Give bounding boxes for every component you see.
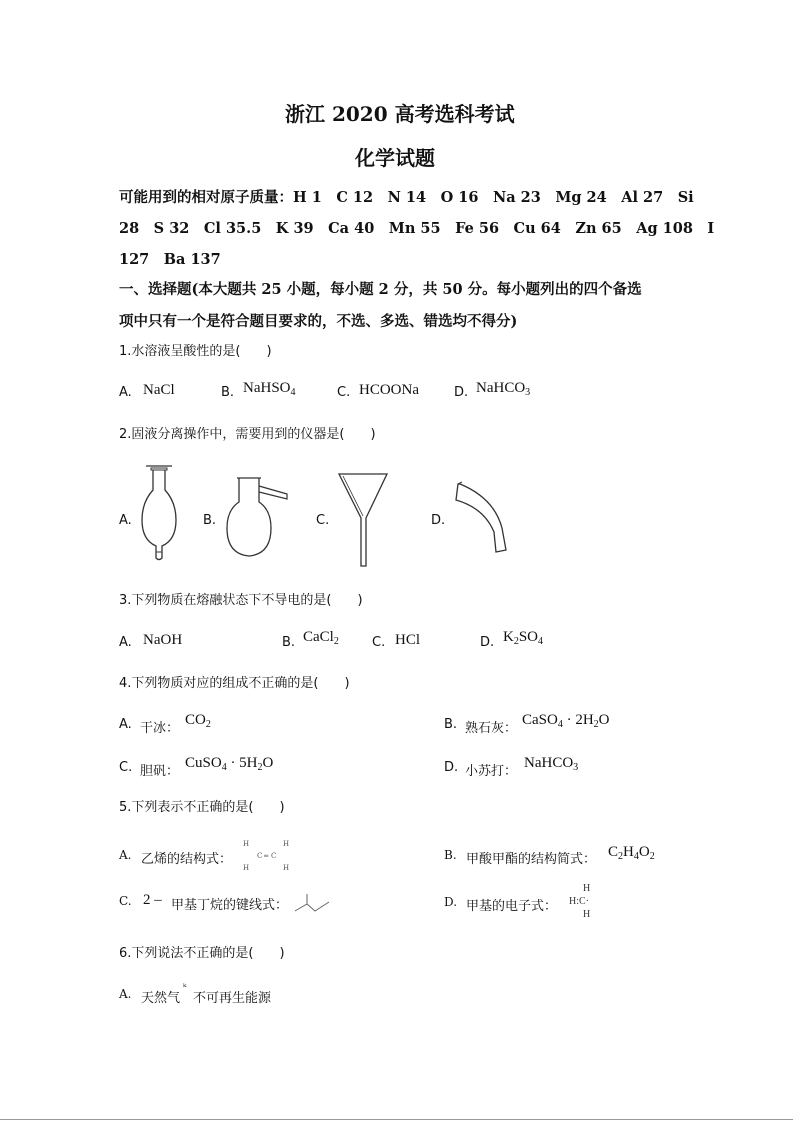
q4-option-b-formula: CaSO$_4$ · $2H_2O$ xyxy=(522,712,610,730)
q5-option-d xyxy=(444,883,744,923)
q4-option-a-label: A. xyxy=(119,717,132,732)
ethylene-h-top-left: H xyxy=(243,840,250,848)
ethylene-h-bottom-left: H xyxy=(243,864,250,872)
question-2-stem: 2.固液分离操作中，需要用到的仪器是( ) xyxy=(119,427,376,442)
atomic-masses-line-3: 127 Ba 137 xyxy=(119,251,221,268)
atomic-masses-line-1: 可能用到的相对原子质量：H 1 C 12 N 14 O 16 Na 23 Mg 24 Al 27 Si xyxy=(119,189,694,206)
electron-h-bottom: H xyxy=(583,909,591,920)
ethylene-carbon-right: C xyxy=(271,852,277,860)
q5-option-c-prefix: 2 – xyxy=(143,892,162,908)
q6-option-a-text: 天然气 xyxy=(141,991,181,1006)
q4-option-d-formula: NaHCO$_3$ xyxy=(524,755,579,773)
q5-option-b xyxy=(444,844,744,872)
q1-option-b-label: B. xyxy=(221,385,235,400)
q3-option-b-formula: CaCl$_2$ xyxy=(303,629,339,647)
q5-option-c-label: C. xyxy=(119,894,132,908)
atomic-masses-line-2: 28 S 32 Cl 35.5 K 39 Ca 40 Mn 55 Fe 56 Cu 64 Zn 65 Ag 108 I xyxy=(119,220,715,237)
q3-option-d-formula: $K_2SO_4$ xyxy=(503,629,544,647)
q4-option-a-formula: $CO_2$ xyxy=(185,712,211,730)
question-6-stem: 6.下列说法不正确的是( ) xyxy=(119,946,285,961)
bent-tube-icon xyxy=(452,478,512,558)
q4-option-d-name: 小苏打： xyxy=(465,764,518,779)
question-5-stem: 5.下列表示不正确的是( ) xyxy=(119,800,285,815)
q3-option-b-label: B. xyxy=(282,635,296,650)
q1-option-b-formula: NaHSO$_4$ xyxy=(243,380,296,398)
q1-option-c-formula: HCOONa xyxy=(359,382,419,398)
q4-option-c-label: C. xyxy=(119,760,133,775)
q6-option-a-mark: ᵏ xyxy=(183,983,187,993)
q1-option-d-label: D. xyxy=(454,385,469,400)
q2-option-b-label: B. xyxy=(203,513,217,528)
section-heading-line-2: 项中只有一个是符合题目要求的，不选、多选、错选均不得分) xyxy=(119,313,518,330)
q4-option-a-name: 干冰： xyxy=(140,721,180,736)
ethylene-h-bottom-right: H xyxy=(283,864,290,872)
q4-option-b-label: B. xyxy=(444,717,458,732)
q4-option-c xyxy=(119,757,419,781)
q4-option-d xyxy=(444,757,744,781)
q4-option-a xyxy=(119,714,419,738)
electron-h-c-row: H:C· xyxy=(569,896,589,907)
q1-option-d-formula: NaHCO$_3$ xyxy=(476,380,531,398)
q5-option-a xyxy=(119,838,419,878)
q3-option-c-formula: HCl xyxy=(395,632,421,648)
funnel-icon xyxy=(335,472,395,572)
distilling-flask-icon xyxy=(225,472,295,572)
q5-option-c xyxy=(119,892,419,922)
ethylene-structure xyxy=(239,838,289,876)
q6-option-a-label: A. xyxy=(119,987,132,1001)
q6-option-a-text-2: 不可再生能源 xyxy=(193,991,272,1006)
q4-option-c-name: 胆矾： xyxy=(140,764,180,779)
q3-option-d-label: D. xyxy=(480,635,495,650)
q5-option-a-text: 乙烯的结构式： xyxy=(141,852,233,867)
2-methylbutane-skeletal-icon xyxy=(293,893,333,915)
q5-option-b-text: 甲酸甲酯的结构简式： xyxy=(466,852,597,867)
q4-option-b xyxy=(444,714,744,738)
q3-option-c-label: C. xyxy=(372,635,386,650)
q2-option-c-label: C. xyxy=(316,513,330,528)
q5-option-b-label: B. xyxy=(444,848,457,862)
exam-subtitle: 化学试题 xyxy=(355,146,435,170)
q6-option-a xyxy=(119,985,419,1009)
pear-flask-icon xyxy=(136,460,186,570)
ethylene-carbon-left: C xyxy=(257,852,263,860)
question-3-options xyxy=(119,629,719,656)
q2-option-d-label: D. xyxy=(431,513,446,528)
q2-option-a-label: A. xyxy=(119,513,132,528)
q1-option-c-label: C. xyxy=(337,385,351,400)
ethylene-h-top-right: H xyxy=(283,840,290,848)
q5-option-c-text: 甲基丁烷的键线式： xyxy=(171,898,289,913)
q4-option-d-label: D. xyxy=(444,760,459,775)
section-heading-line-1: 一、选择题(本大题共 25 小题，每小题 2 分，共 50 分。每小题列出的四个备选 xyxy=(119,281,642,298)
methyl-electron-formula xyxy=(569,883,599,923)
electron-h-top: H xyxy=(583,883,591,894)
q5-option-a-label: A. xyxy=(119,848,132,862)
q1-option-a-label: A. xyxy=(119,385,132,400)
question-1-stem: 1.水溶液呈酸性的是( ) xyxy=(119,344,272,359)
ethylene-double-bond: ═ xyxy=(264,852,269,860)
q3-option-a-label: A. xyxy=(119,635,132,650)
question-1-options xyxy=(119,382,719,406)
q4-option-c-formula: CuSO$_4$ · $5H_2O$ xyxy=(185,755,274,773)
q1-option-a-formula: NaCl xyxy=(143,382,175,398)
q5-option-d-label: D. xyxy=(444,895,458,909)
q5-option-b-formula: $C_2H_4O_2$ xyxy=(608,844,655,862)
page-bottom-rule xyxy=(0,1119,793,1120)
question-4-stem: 4.下列物质对应的组成不正确的是( ) xyxy=(119,676,350,691)
q5-option-d-text: 甲基的电子式： xyxy=(466,899,558,914)
q4-option-b-name: 熟石灰： xyxy=(465,721,518,736)
exam-title: 浙江 2020 高考选科考试 xyxy=(285,102,515,126)
question-3-stem: 3.下列物质在熔融状态下不导电的是( ) xyxy=(119,593,363,608)
q3-option-a-formula: NaOH xyxy=(143,632,183,648)
